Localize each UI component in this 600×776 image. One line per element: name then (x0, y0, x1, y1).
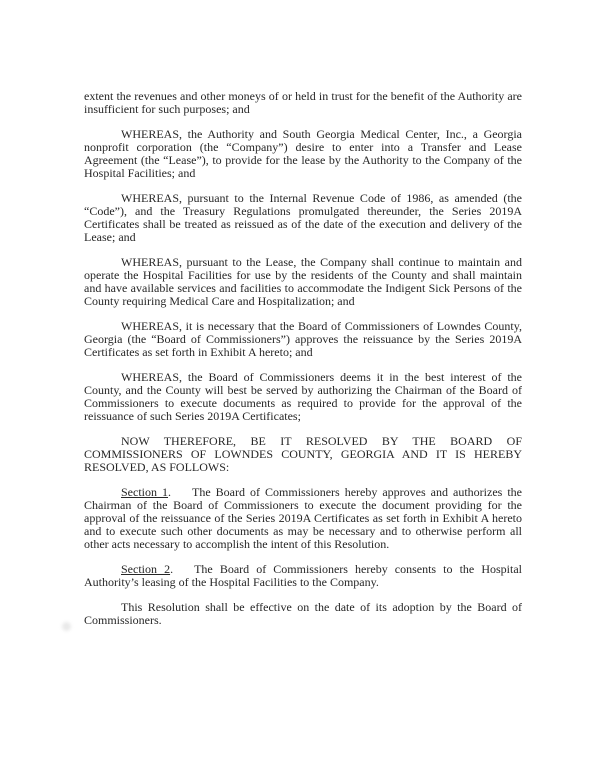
section-2-text: The Board of Commissioners hereby consents to the Hospital Authority’s leasing of the Hospital Facilities to the Company. (84, 562, 522, 589)
paragraph-whereas-revenue-code: WHEREAS, pursuant to the Internal Revenue Code of 1986, as amended (the “Code”), and the Treasury Regulations promulgated thereunder, the Series 2019A Certificates shall be treated as reissued as of the date of the execution and delivery of the Lease; and (84, 191, 522, 244)
paragraph-whereas-company-lease: WHEREAS, the Authority and South Georgia Medical Center, Inc., a Georgia nonprofit corporation (the “Company”) desire to enter into a Transfer and Lease Agreement (the “Lease”), to provide for the lease by the Authority to the Company of the Hospital Facilities; and (84, 127, 522, 180)
paragraph-whereas-maintain-operate: WHEREAS, pursuant to the Lease, the Company shall continue to maintain and operate the Hospital Facilities for use by the residents of the County and shall maintain and have available services and facilities to accommodate the Indigent Sick Persons of the County requiring Medical Care and Hospitalization; and (84, 255, 522, 308)
section-2-label: Section 2 (121, 562, 171, 576)
paragraph-section-1 (84, 486, 522, 551)
paragraph-whereas-best-interest: WHEREAS, the Board of Commissioners deems it in the best interest of the County, and the County will best be served by authorizing the Chairman of the Board of Commissioners to execute documents as required to provide for the approval of the reissuance of such Series 2019A Certificates; (84, 370, 522, 423)
paragraph-now-therefore: NOW THEREFORE, BE IT RESOLVED BY THE BOARD OF COMMISSIONERS OF LOWNDES COUNTY, GEORGIA AND IT IS HEREBY RESOLVED, AS FOLLOWS: (84, 434, 522, 474)
section-1-text: The Board of Commissioners hereby approves and authorizes the Chairman of the Board of Commissioners to execute the document providing for the approval of the reissuance of the Series 2019A Certificates as set forth in Exhibit A hereto and to execute such other documents as may be necessary and to otherwise perform all other acts necessary to accomplish the intent of this Resolution. (84, 485, 523, 551)
paragraph-whereas-board-approval: WHEREAS, it is necessary that the Board of Commissioners of Lowndes County, Georgia (the “Board of Commissioners”) approves the reissuance by the Series 2019A Certificates as set forth in Exhibit A hereto; and (84, 319, 522, 359)
paragraph-section-2 (84, 563, 522, 589)
paragraph-effective-date: This Resolution shall be effective on the date of its adoption by the Board of Commissioners. (84, 600, 522, 627)
section-1-label: Section 1 (121, 485, 169, 499)
section-2-punctuation: . (170, 562, 174, 576)
paragraph-continuation: extent the revenues and other moneys of or held in trust for the benefit of the Authority are insufficient for such purposes; and (84, 89, 522, 116)
scan-artifact (62, 622, 71, 631)
section-1-punctuation: . (168, 485, 172, 499)
